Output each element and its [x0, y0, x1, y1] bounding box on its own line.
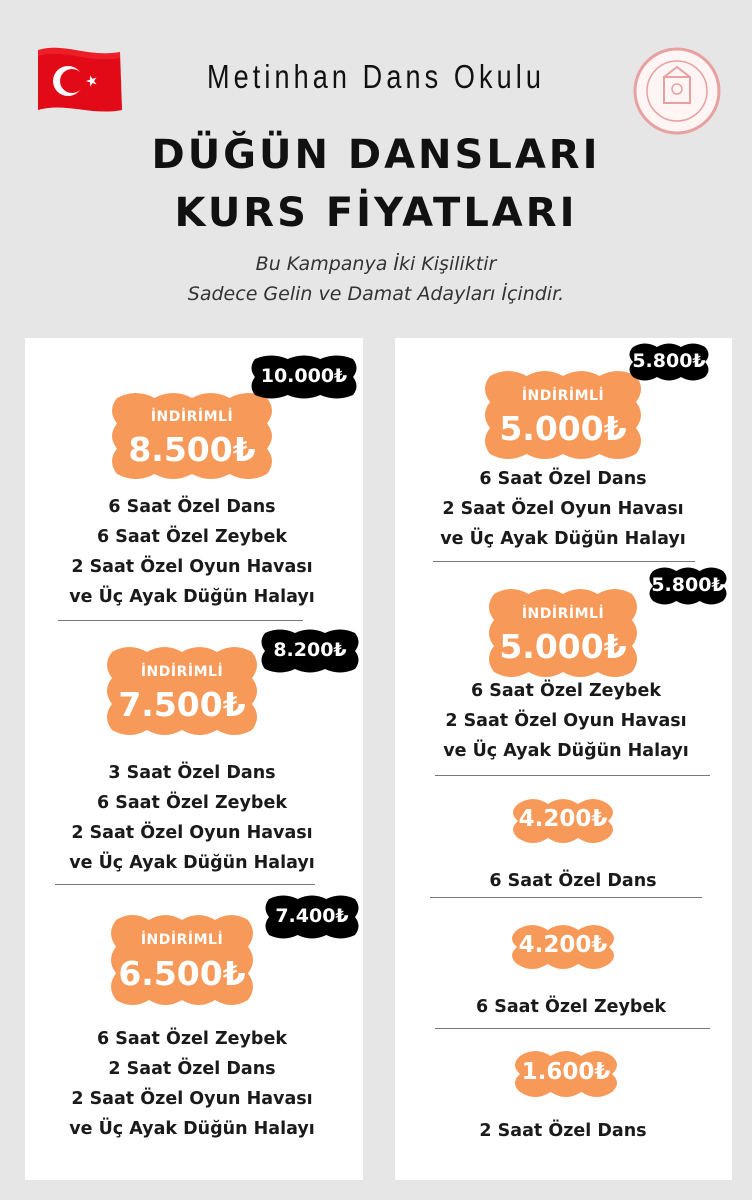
- package-line: 6 Saat Özel Dans: [108, 497, 276, 517]
- discount-price-value: 6.500₺: [118, 954, 246, 993]
- price-value: 1.600₺: [521, 1059, 611, 1085]
- package-line: 2 Saat Özel Dans: [108, 1059, 276, 1079]
- package-line: 2 Saat Özel Dans: [479, 1121, 647, 1141]
- discount-price-badge: [484, 584, 642, 682]
- discount-tag-label: İNDİRİMLİ: [140, 932, 224, 948]
- discount-price-badge: [508, 794, 618, 848]
- discount-price-badge: [106, 910, 258, 1010]
- section-divider: [435, 1028, 710, 1029]
- package-contents: [421, 992, 721, 1022]
- discount-tag-label: İNDİRİMLİ: [521, 606, 605, 622]
- discount-price-badge: [107, 388, 277, 484]
- package-line: ve Üç Ayak Düğün Halayı: [440, 529, 686, 549]
- discount-price-value: 5.000₺: [499, 627, 627, 666]
- discount-tag-label: İNDİRİMLİ: [150, 409, 234, 425]
- price-value: 4.200₺: [518, 806, 608, 832]
- package-line: 2 Saat Özel Oyun Havası: [445, 711, 687, 731]
- section-divider: [435, 775, 710, 776]
- price-value: 4.200₺: [518, 932, 608, 958]
- package-line: ve Üç Ayak Düğün Halayı: [69, 587, 315, 607]
- package-line: 2 Saat Özel Oyun Havası: [442, 499, 684, 519]
- subtitle-line-1: Bu Kampanya İki Kişiliktir: [255, 253, 497, 275]
- package-contents: [42, 492, 342, 612]
- package-line: 2 Saat Özel Oyun Havası: [71, 1089, 313, 1109]
- subtitle-line-2: Sadece Gelin ve Damat Adayları İçindir.: [187, 283, 565, 305]
- old-price-badge: [626, 340, 712, 384]
- package-line: 3 Saat Özel Dans: [108, 763, 276, 783]
- page-title-line-1: DÜĞÜN DANSLARI: [151, 132, 601, 178]
- section-divider: [55, 884, 315, 885]
- package-line: 6 Saat Özel Dans: [479, 469, 647, 489]
- section-divider: [430, 897, 702, 898]
- package-line: 6 Saat Özel Zeybek: [476, 997, 666, 1017]
- old-price-value: 5.800₺: [632, 350, 706, 372]
- package-contents: [413, 464, 713, 554]
- discount-price-value: 5.000₺: [499, 409, 627, 448]
- package-line: 6 Saat Özel Zeybek: [471, 681, 661, 701]
- discount-price-value: 7.500₺: [118, 685, 246, 724]
- package-line: ve Üç Ayak Düğün Halayı: [69, 1119, 315, 1139]
- old-price-value: 7.400₺: [275, 905, 349, 927]
- package-line: ve Üç Ayak Düğün Halayı: [69, 853, 315, 873]
- package-line: 6 Saat Özel Zeybek: [97, 1029, 287, 1049]
- package-line: 2 Saat Özel Oyun Havası: [71, 823, 313, 843]
- package-line: ve Üç Ayak Düğün Halayı: [443, 741, 689, 761]
- old-price-value: 10.000₺: [260, 365, 348, 387]
- package-contents: [413, 1116, 713, 1146]
- school-name: Metinhan Dans Okulu: [206, 58, 546, 95]
- package-contents: [42, 758, 342, 878]
- page-title-line-2: KURS FİYATLARI: [174, 190, 578, 236]
- old-price-badge: [262, 892, 362, 942]
- discount-tag-label: İNDİRİMLİ: [140, 664, 224, 680]
- package-line: 6 Saat Özel Zeybek: [97, 527, 287, 547]
- package-line: 6 Saat Özel Zeybek: [97, 793, 287, 813]
- old-price-value: 8.200₺: [273, 639, 347, 661]
- discount-price-badge: [510, 1046, 622, 1102]
- old-price-badge: [646, 564, 730, 608]
- old-price-badge: [258, 626, 362, 676]
- discount-price-value: 8.500₺: [128, 430, 256, 469]
- discount-price-badge: [480, 366, 646, 464]
- package-line: 2 Saat Özel Oyun Havası: [71, 557, 313, 577]
- package-contents: [423, 866, 723, 896]
- discount-price-badge: [507, 920, 619, 974]
- old-price-value: 5.800₺: [651, 574, 725, 596]
- discount-tag-label: İNDİRİMLİ: [521, 388, 605, 404]
- package-contents: [42, 1024, 342, 1144]
- package-line: 6 Saat Özel Dans: [489, 871, 657, 891]
- section-divider: [58, 620, 303, 621]
- discount-price-badge: [102, 642, 262, 740]
- old-price-badge: [248, 352, 360, 402]
- package-contents: [416, 676, 716, 766]
- section-divider: [433, 561, 695, 562]
